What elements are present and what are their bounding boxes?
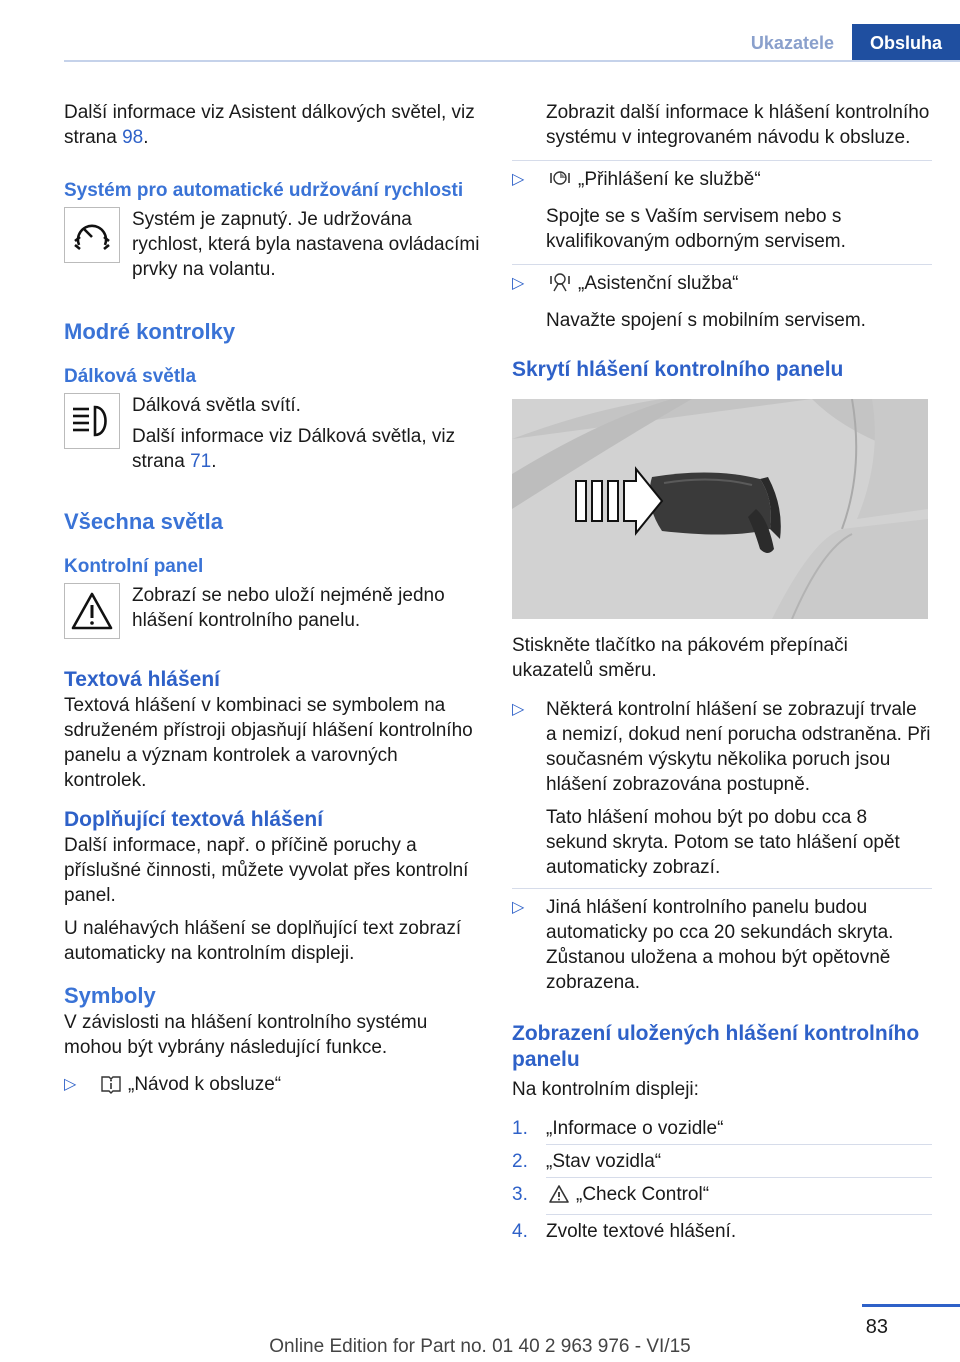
hide-messages-heading: Skrytí hlášení kontrolního panelu bbox=[512, 358, 844, 381]
right-column bbox=[512, 100, 932, 1244]
manual-continuation: Zobrazit další informace k hlášení kontrolního systému v integrovaném návodu k obsluze. bbox=[546, 102, 930, 148]
page-header bbox=[0, 0, 960, 62]
list-item: 4. Zvolte textové hlášení. bbox=[512, 1221, 737, 1242]
highbeam-text-1: Dálková světla svítí. bbox=[132, 395, 301, 416]
service-label: „Přihlášení ke službě“ bbox=[578, 169, 761, 190]
list-item: 3. „Check Control“ bbox=[512, 1182, 932, 1211]
check-control-warning-icon bbox=[548, 1184, 570, 1211]
left-column bbox=[64, 100, 482, 1101]
header-rule bbox=[64, 60, 960, 62]
tab-operation[interactable]: Obsluha bbox=[852, 24, 960, 62]
bullet-assist bbox=[512, 271, 932, 333]
symbols-body: V závislosti na hlášení kontrolního systému mohou být vybrány následující funkce. bbox=[64, 1012, 428, 1058]
assist-label: „Asistenční služba“ bbox=[578, 273, 739, 294]
bullet-triangle-icon: ▷ bbox=[512, 275, 525, 292]
highbeam-row bbox=[64, 393, 482, 474]
manual-label: „Návod k obsluze“ bbox=[128, 1074, 282, 1095]
cruise-control-icon bbox=[64, 207, 120, 263]
highbeam-text-2: Další informace viz Dálková světla, viz strana 71. bbox=[132, 426, 456, 472]
bullet-triangle-icon: ▷ bbox=[512, 701, 525, 718]
cruise-row bbox=[64, 207, 482, 282]
page-footer bbox=[0, 1304, 960, 1362]
page-link-98[interactable]: 98 bbox=[122, 127, 144, 148]
permanent-text-1: Některá kontrolní hlášení se zobrazují trvale a nemizí, dokud není porucha odstraněna. Při současném výskytu několika poruch jsou hlášení zobrazována postupně. bbox=[546, 699, 931, 795]
intro-paragraph: Další informace viz Asistent dálkových světel, viz strana 98. bbox=[64, 102, 475, 148]
stored-messages-heading: Zobrazení uložených hlášení kontrolního panelu bbox=[512, 1022, 920, 1071]
bullet-auto-hide bbox=[512, 895, 932, 995]
list-item: 1. „Informace o vozidle“ bbox=[512, 1118, 724, 1139]
text-messages-heading: Textová hlášení bbox=[64, 668, 221, 691]
bullet-manual bbox=[64, 1072, 482, 1101]
cruise-text: Systém je zapnutý. Je udržována rychlost, která byla nastavena ovládacími prvky na volantu. bbox=[132, 209, 480, 280]
manual-book-icon bbox=[100, 1074, 122, 1101]
turn-signal-lever-photo bbox=[512, 399, 928, 619]
control-panel-text: Zobrazí se nebo uloží nejméně jedno hlášení kontrolního panelu. bbox=[132, 585, 445, 631]
blue-lights-heading: Modré kontrolky bbox=[64, 319, 236, 344]
hide-text: Stiskněte tlačítko na pákovém přepínači ukazatelů směru. bbox=[512, 635, 848, 681]
stored-intro: Na kontrolním displeji: bbox=[512, 1079, 699, 1100]
control-panel-heading: Kontrolní panel bbox=[64, 556, 204, 577]
supplementary-body-1: Další informace, např. o příčině poruchy a příslušné činnosti, můžete vyvolat přes kontrolní panel. bbox=[64, 835, 469, 906]
assistance-service-icon bbox=[548, 271, 572, 300]
cruise-heading: Systém pro automatické udržování rychlosti bbox=[64, 180, 464, 201]
assist-text: Navažte spojení s mobilním servisem. bbox=[546, 310, 866, 331]
edition-note: Online Edition for Part no. 01 40 2 963 976 - VI/15 bbox=[269, 1336, 691, 1357]
bmw-service-icon bbox=[548, 167, 572, 196]
all-lights-heading: Všechna světla bbox=[64, 509, 223, 534]
bullet-permanent bbox=[512, 697, 932, 880]
bullet-triangle-icon: ▷ bbox=[64, 1076, 77, 1093]
tab-indicators[interactable]: Ukazatele bbox=[750, 32, 834, 53]
bullet-triangle-icon: ▷ bbox=[512, 899, 525, 916]
auto-hide-text: Jiná hlášení kontrolního panelu budou automaticky po cca 20 sekundách skryta. Zůstanou uložena a mohou být opětovně zobrazena. bbox=[546, 897, 894, 993]
bullet-service bbox=[512, 167, 932, 254]
page-number: 83 bbox=[865, 1316, 888, 1338]
supplementary-body-2: U naléhavých hlášení se doplňující text zobrazí automaticky na kontrolním displeji. bbox=[64, 918, 462, 964]
highbeam-heading: Dálková světla bbox=[64, 366, 197, 387]
steps-list bbox=[512, 1116, 932, 1244]
warning-triangle-icon bbox=[64, 583, 120, 639]
list-item: 2. „Stav vozidla“ bbox=[512, 1151, 662, 1172]
page-link-71[interactable]: 71 bbox=[190, 451, 212, 472]
section-tabs bbox=[733, 24, 960, 62]
service-text: Spojte se s Vaším servisem nebo s kvalifikovaným odborným servisem. bbox=[546, 206, 846, 252]
control-panel-row bbox=[64, 583, 482, 639]
high-beam-icon bbox=[64, 393, 120, 449]
permanent-text-2: Tato hlášení mohou být po dobu cca 8 sekund skryta. Potom se tato hlášení opět automaticky zobrazí. bbox=[546, 807, 900, 878]
text-messages-body: Textová hlášení v kombinaci se symbolem na sdruženém přístroji objasňují hlášení kontrolního panelu a význam kontrolek a varovných kontrolek. bbox=[64, 695, 473, 791]
page-number-rule bbox=[862, 1304, 960, 1307]
symbols-heading: Symboly bbox=[64, 983, 156, 1008]
supplementary-heading: Doplňující textová hlášení bbox=[64, 808, 324, 831]
bullet-triangle-icon: ▷ bbox=[512, 171, 525, 188]
